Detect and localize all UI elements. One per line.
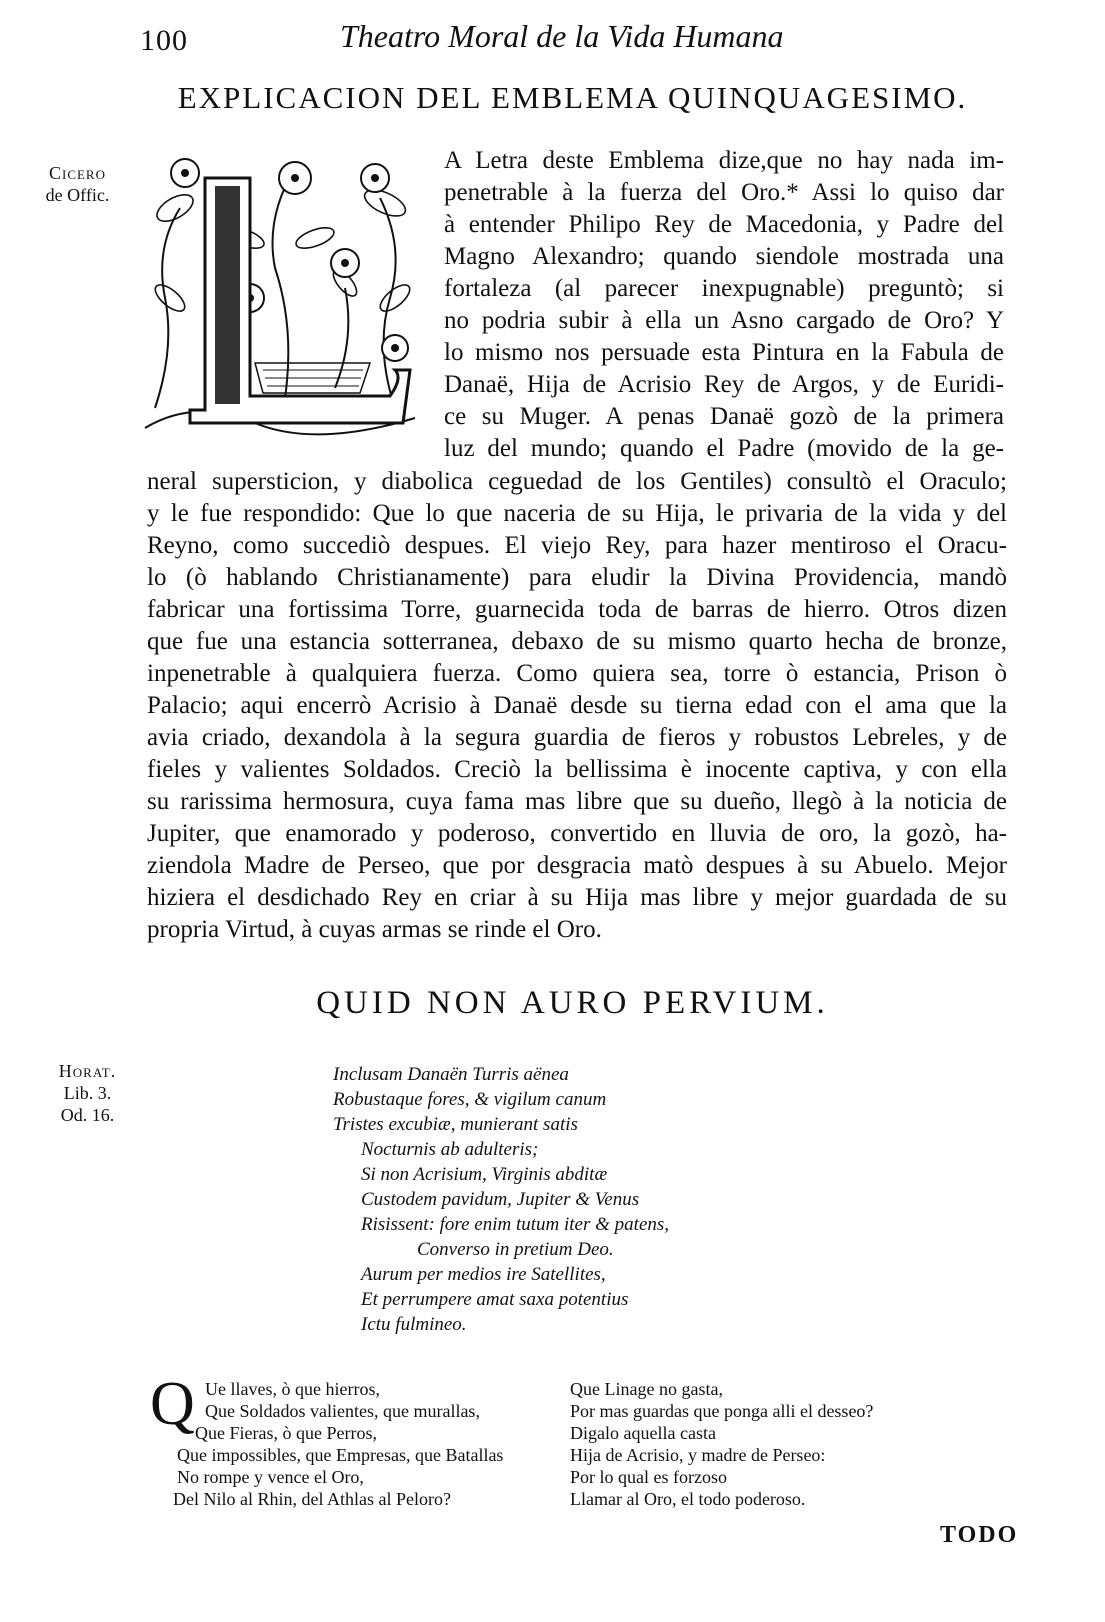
- poem-line: Custodem pavidum, Jupiter & Venus: [361, 1189, 640, 1210]
- poem-line: Robustaque fores, & vigilum canum: [333, 1089, 607, 1110]
- text-line: fortaleza (al parecer inexpugnable) preguntò; si: [444, 275, 1004, 302]
- text-line: inpenetrable à qualquiera fuerza. Como quiera sea, torre ò estancia, Prison ò: [147, 660, 1007, 687]
- poem-line: Inclusam Danaën Turris aënea: [333, 1064, 569, 1085]
- motto-heading: QUID NON AURO PERVIUM.: [316, 985, 829, 1021]
- text-line: lo mismo nos persuade esta Pintura en la Fabula de: [444, 339, 1004, 366]
- verse-line: No rompe y vence el Oro,: [177, 1467, 364, 1487]
- verse-line: Ue llaves, ò que hierros,: [205, 1379, 380, 1399]
- text-line: que fue una estancia sotterranea, debaxo de su mismo quarto hecha de bronze,: [147, 628, 1007, 655]
- spanish-verse-left: [173, 1378, 504, 1510]
- margin-note-line: Cicero: [48, 163, 106, 183]
- text-line: avia criado, dexandola à la segura guardia de fieros y robustos Lebreles, y de: [147, 724, 1007, 751]
- verse-line: Que Fieras, ò que Perros,: [195, 1423, 377, 1443]
- chapter-heading: EXPLICACION DEL EMBLEMA QUINQUAGESIMO.: [177, 80, 968, 115]
- poem-line: Si non Acrisium, Virginis abditæ: [361, 1164, 608, 1185]
- text-line: neral supersticion, y diabolica ceguedad de los Gentiles) consultò el Oraculo;: [147, 468, 1007, 495]
- text-line: A Letra deste Emblema dize,que no hay nada im-: [444, 147, 1004, 174]
- spanish-verse-right: [570, 1378, 873, 1510]
- page-number: 100: [140, 24, 188, 57]
- text-line: fabricar una fortissima Torre, guarnecida toda de barras de hierro. Otros dizen: [147, 596, 1007, 623]
- verse-line: Que Linage no gasta,: [570, 1379, 723, 1399]
- verse-line: Hija de Acrisio, y madre de Perseo:: [570, 1445, 826, 1465]
- poem-line: Et perrumpere amat saxa potentius: [361, 1289, 629, 1310]
- verse-line: Llamar al Oro, el todo poderoso.: [570, 1489, 806, 1509]
- margin-note-line: Od. 16.: [60, 1105, 115, 1125]
- verse-initial: Q: [150, 1370, 195, 1438]
- text-line: Reyno, como succediò despues. El viejo Rey, para hazer mentiroso el Oracu-: [147, 532, 1007, 559]
- text-line: su rarissima hermosura, cuya fama mas libre que su dueño, llegò à la noticia de: [147, 788, 1007, 815]
- verse-line: Que Soldados valientes, que murallas,: [205, 1401, 480, 1421]
- text-line: lo (ò hablando Christianamente) para eludir la Divina Providencia, mandò: [147, 564, 1007, 591]
- verse-line: Que impossibles, que Empresas, que Batallas: [177, 1445, 504, 1465]
- catchword: TODO: [940, 1522, 1019, 1548]
- verse-line: Por lo qual es forzoso: [570, 1467, 727, 1487]
- poem-line: Tristes excubiæ, munierant satis: [333, 1114, 578, 1135]
- margin-note-cicero: [30, 162, 125, 206]
- text-line: fieles y valientes Soldados. Creciò la bellissima è inocente captiva, y con ella: [147, 756, 1007, 783]
- text-line: Magno Alexandro; quando siendole mostrada una: [444, 243, 1004, 270]
- text-line: propria Virtud, à cuyas armas se rinde el Oro.: [147, 916, 602, 943]
- margin-note-horat: [40, 1060, 135, 1126]
- text-line: luz del mundo; quando el Padre (movido de la ge-: [444, 435, 1004, 462]
- verse-line: Digalo aquella casta: [570, 1423, 716, 1443]
- text-line: hiziera el desdichado Rey en criar à su Hija mas libre y mejor guardada de su: [147, 884, 1007, 911]
- running-title: Theatro Moral de la Vida Humana: [340, 18, 784, 54]
- margin-note-line: de Offic.: [45, 185, 110, 205]
- text-line: ce su Muger. A penas Danaë gozò de la primera: [444, 403, 1004, 430]
- floral-initial-L-icon: [135, 148, 425, 438]
- text-line: y le fue respondido: Que lo que naceria de su Hija, le privaria de la vida y del: [147, 500, 1007, 527]
- verse-line: Por mas guardas que ponga alli el desseo?: [570, 1401, 874, 1421]
- text-line: à entender Philipo Rey de Macedonia, y Padre del: [444, 211, 1004, 238]
- poem-line: Aurum per medios ire Satellites,: [361, 1264, 606, 1285]
- margin-note-line: Horat.: [58, 1061, 117, 1081]
- text-line: no podria subir à ella un Asno cargado de Oro? Y: [444, 307, 1004, 334]
- text-line: Danaë, Hija de Acrisio Rey de Argos, y de Euridi-: [444, 371, 1004, 398]
- poem-line: Converso in pretium Deo.: [417, 1239, 614, 1260]
- margin-note-line: Lib. 3.: [63, 1083, 112, 1103]
- latin-poem: [333, 1062, 669, 1337]
- text-line: penetrable à la fuerza del Oro.* Assi lo quiso dar: [444, 179, 1004, 206]
- text-line: Palacio; aqui encerrò Acrisio à Danaë desde su tierna edad con el ama que la: [147, 692, 1007, 719]
- text-line: Jupiter, que enamorado y poderoso, convertido en lluvia de oro, la gozò, ha-: [147, 820, 1007, 847]
- poem-line: Risissent: fore enim tutum iter & patens,: [361, 1214, 670, 1235]
- poem-line: Ictu fulmineo.: [361, 1314, 467, 1335]
- text-line: ziendola Madre de Perseo, que por desgracia matò despues à su Abuelo. Mejor: [147, 852, 1007, 879]
- verse-line: Del Nilo al Rhin, del Athlas al Peloro?: [173, 1489, 451, 1509]
- poem-line: Nocturnis ab adulteris;: [361, 1139, 539, 1160]
